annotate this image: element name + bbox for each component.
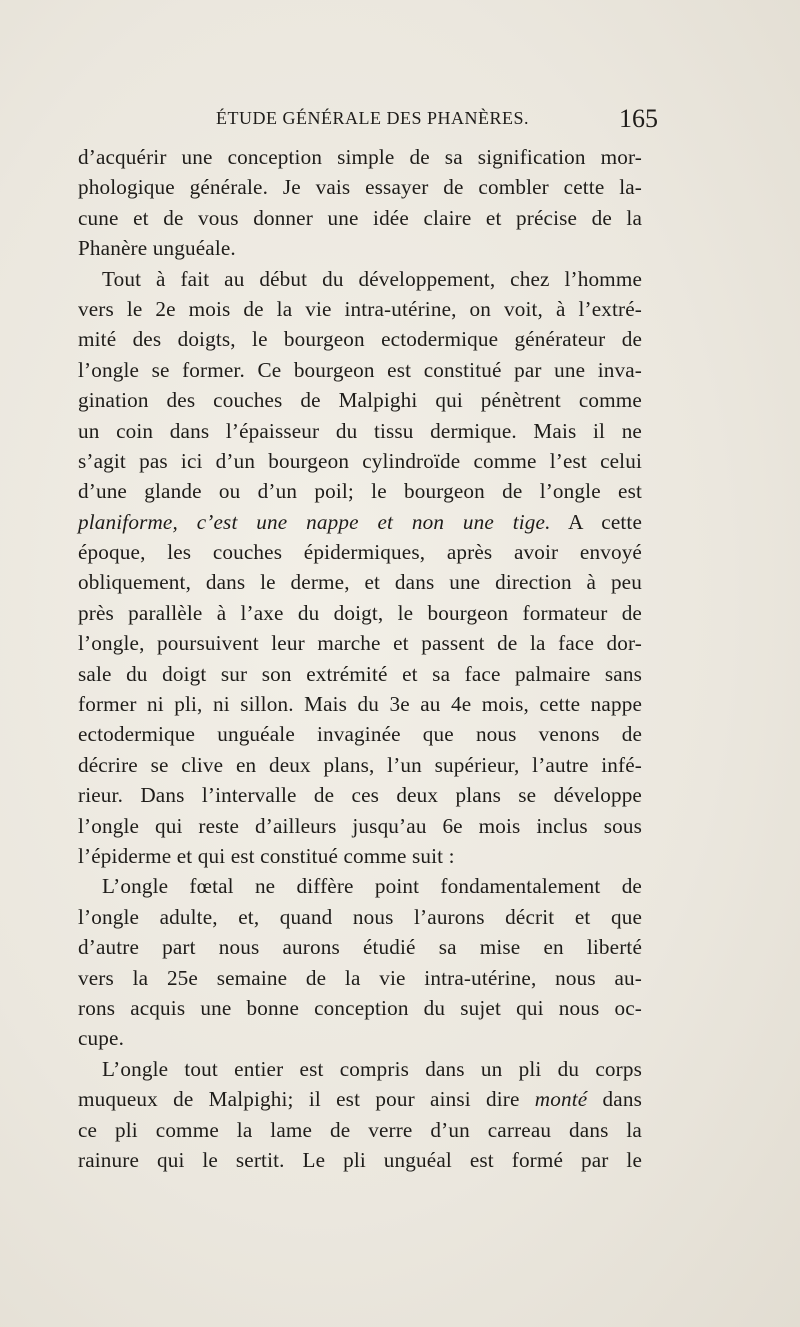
page-number: 165 [619, 104, 658, 133]
text-line: gination des couches de Malpighi qui pénètrent comme [78, 388, 642, 413]
text-line: phologique générale. Je vais essayer de combler cette la- [78, 175, 642, 200]
text-line: rons acquis une bonne conception du sujet qui nous oc- [78, 995, 642, 1020]
text-line: d’autre part nous aurons étudié sa mise en liberté [78, 935, 642, 960]
text-line: sale du doigt sur son extrémité et sa face palmaire sans [78, 661, 642, 686]
running-title: ÉTUDE GÉNÉRALE DES PHANÈRES. [216, 108, 529, 128]
text-line: l’ongle, poursuivent leur marche et passent de la face dor- [78, 631, 642, 656]
text-line: ce pli comme la lame de verre d’un carreau dans la [78, 1117, 642, 1142]
text-line: époque, les couches épidermiques, après avoir envoyé [78, 540, 642, 565]
italic-word: monté [534, 1087, 588, 1112]
text-line: obliquement, dans le derme, et dans une direction à peu [78, 570, 642, 595]
text-line: rainure qui le sertit. Le pli unguéal est formé par le [78, 1147, 642, 1172]
text-line: l’ongle adulte, et, quand nous l’aurons décrit et que [78, 904, 642, 929]
text-line: ectodermique unguéale invaginée que nous venons de [78, 722, 642, 747]
text-line: former ni pli, ni sillon. Mais du 3e au 4e mois, cette nappe [78, 692, 642, 717]
text-line: L’ongle fœtal ne diffère point fondamentalement de [102, 874, 642, 899]
text-line: mité des doigts, le bourgeon ectodermique générateur de [78, 327, 642, 352]
text-line: l’ongle qui reste d’ailleurs jusqu’au 6e mois inclus sous [78, 813, 642, 838]
body-text [78, 142, 642, 1175]
text-line: l’ongle se former. Ce bourgeon est constitué par une inva- [78, 357, 642, 382]
text-line: vers le 2e mois de la vie intra-utérine, on voit, à l’extré- [78, 296, 642, 321]
text-line: Tout à fait au début du développement, chez l’homme [102, 266, 642, 291]
text-line-italic: muqueux de Malpighi; il est pour ainsi dire monté dans [78, 1087, 642, 1112]
text-line: l’épiderme et qui est constitué comme suit : [78, 843, 455, 868]
text-line: décrire se clive en deux plans, l’un supérieur, l’autre infé- [78, 752, 642, 777]
text-line: cupe. [78, 1026, 125, 1051]
text-line: cune et de vous donner une idée claire et précise de la [78, 205, 642, 230]
text-line: d’acquérir une conception simple de sa signification mor- [78, 145, 642, 169]
text-line: d’une glande ou d’un poil; le bourgeon de l’ongle est [78, 479, 642, 504]
text-line-italic: planiforme, c’est une nappe et non une tige. A cette [78, 509, 642, 534]
text-line: vers la 25e semaine de la vie intra-utérine, nous au- [78, 965, 642, 990]
text-line: rieur. Dans l’intervalle de ces deux plans se développe [78, 783, 642, 808]
running-head [78, 104, 658, 138]
text-line: L’ongle tout entier est compris dans un pli du corps [102, 1056, 642, 1081]
text-line: près parallèle à l’axe du doigt, le bourgeon formateur de [78, 600, 642, 625]
text-line: s’agit pas ici d’un bourgeon cylindroïde comme l’est celui [78, 448, 642, 473]
italic-phrase: planiforme, c’est une nappe et non une tige. [78, 509, 551, 534]
text-line: Phanère unguéale. [78, 236, 236, 261]
text-line: un coin dans l’épaisseur du tissu dermique. Mais il ne [78, 418, 642, 443]
